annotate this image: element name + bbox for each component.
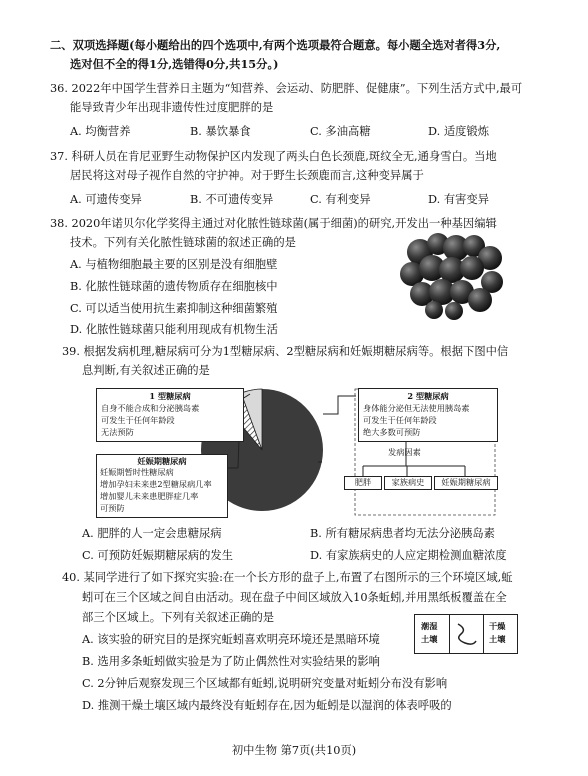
q39-option-c[interactable]: C. 可预防妊娠期糖尿病的发生 [82, 549, 233, 562]
q40-stem: 部三个区域上。下列有关叙述正确的是 [82, 611, 275, 624]
factor-obesity: 肥胖 [344, 476, 382, 490]
gestational-line: 可预防 [100, 503, 125, 513]
q36-stem: 36. 2022年中国学生营养日主题为“知营养、会运动、防肥胖、促健康”。下列生活方式中,最可 [50, 82, 523, 95]
q37-option-b[interactable]: B. 不可遗传变异 [190, 193, 274, 206]
gestational-diabetes-box [96, 454, 228, 518]
type1-diabetes-box [96, 388, 244, 442]
page-footer: 初中生物 第7页(共10页) [231, 744, 357, 757]
type1-line: 自身不能合成和分泌胰岛素 [101, 403, 200, 413]
q36-option-b[interactable]: B. 暴饮暴食 [190, 125, 251, 138]
q38-option-c[interactable]: C. 可以适当使用抗生素抑制这种细菌繁殖 [70, 302, 278, 315]
gestational-line: 妊娠期暂时性糖尿病 [100, 467, 174, 477]
q40-option-a[interactable]: A. 该实验的研究目的是探究蚯蚓喜欢明亮环境还是黑暗环境 [82, 633, 380, 646]
earthworm-icon [455, 621, 479, 647]
q37-stem: 37. 科研人员在肯尼亚野生动物保护区内发现了两头白色长颈鹿,斑纹全无,通身雪白。当地 [50, 150, 497, 163]
q38-option-b[interactable]: B. 化脓性链球菌的遗传物质存在细胞核中 [70, 280, 278, 293]
tray-moist-label: 土壤 [421, 634, 438, 644]
type2-title: 2 型糖尿病 [407, 391, 449, 401]
section-header-line2: 选对但不全的得1分,选错得0分,共15分。) [70, 57, 279, 71]
type2-line: 身体能分泌但无法使用胰岛素 [363, 403, 470, 413]
type1-line: 无法预防 [101, 427, 134, 437]
q39-stem: 息判断,有关叙述正确的是 [82, 364, 210, 377]
q36-stem: 能导致青少年出现非遗传性过度肥胖的是 [70, 101, 274, 114]
type1-line: 可发生于任何年龄段 [101, 415, 175, 425]
tray-divider [449, 615, 450, 653]
factor-family-history: 家族病史 [384, 476, 432, 490]
gestational-line: 增加婴儿未来患肥胖症几率 [100, 491, 199, 501]
type2-diabetes-box [358, 388, 498, 442]
q37-option-d[interactable]: D. 有害变异 [428, 193, 490, 206]
gestational-title: 妊娠期糖尿病 [137, 456, 187, 466]
tray-dry-label: 干燥 [489, 621, 506, 631]
q36-option-d[interactable]: D. 适度锻炼 [428, 125, 490, 138]
q40-stem: 蚓可在三个区域之间自由活动。现在盘子中间区域放入10条蚯蚓,并用黑纸板覆盖在全 [82, 591, 507, 604]
tray-dry-label: 土壤 [489, 634, 506, 644]
q36-option-c[interactable]: C. 多油高糖 [310, 125, 371, 138]
type2-line: 可发生于任何年龄段 [363, 415, 437, 425]
q39-option-a[interactable]: A. 肥胖的人一定会患糖尿病 [82, 527, 222, 540]
section-header-line1: 二、双项选择题(每小题给出的四个选项中,有两个选项最符合题意。每小题全选对者得3分, [50, 38, 501, 52]
q38-option-a[interactable]: A. 与植物细胞最主要的区别是没有细胞壁 [70, 258, 278, 271]
q40-option-c[interactable]: C. 2分钟后观察发现三个区域都有蚯蚓,说明研究变量对蚯蚓分布没有影响 [82, 677, 448, 690]
q37-option-c[interactable]: C. 有利变异 [310, 193, 371, 206]
q40-stem: 40. 某同学进行了如下探究实验:在一个长方形的盘子上,布置了右图所示的三个环境区域,蚯 [62, 571, 513, 584]
earthworm-tray [414, 614, 518, 654]
q38-stem: 技术。下列有关化脓性链球菌的叙述正确的是 [70, 236, 296, 249]
q37-stem: 居民将这对母子视作自然的守护神。对于野生长颈鹿而言,这种变异属于 [70, 169, 424, 182]
q37-option-a[interactable]: A. 可遗传变异 [70, 193, 142, 206]
q40-option-b[interactable]: B. 选用多条蚯蚓做实验是为了防止偶然性对实验结果的影响 [82, 655, 380, 668]
tray-divider [483, 615, 484, 653]
type1-title: 1 型糖尿病 [149, 391, 191, 401]
q39-stem: 39. 根据发病机理,糖尿病可分为1型糖尿病、2型糖尿病和妊娠期糖尿病等。根据下图中信 [62, 345, 509, 358]
q39-option-b[interactable]: B. 所有糖尿病患者均无法分泌胰岛素 [310, 527, 495, 540]
streptococcus-micrograph [398, 232, 506, 320]
q38-option-d[interactable]: D. 化脓性链球菌只能利用现成有机物生活 [70, 323, 278, 336]
gestational-line: 增加孕妇未来患2型糖尿病几率 [100, 479, 212, 489]
q40-option-d[interactable]: D. 推测干燥土壤区域内最终没有蚯蚓存在,因为蚯蚓是以湿润的体表呼吸的 [82, 699, 452, 712]
q39-option-d[interactable]: D. 有家族病史的人应定期检测血糖浓度 [310, 549, 507, 562]
risk-factors-label: 发病因素 [388, 447, 421, 457]
type2-line: 绝大多数可预防 [363, 427, 421, 437]
q36-option-a[interactable]: A. 均衡营养 [70, 125, 131, 138]
factor-gestational: 妊娠期糖尿病 [434, 476, 498, 490]
tray-moist-label: 潮湿 [421, 621, 438, 631]
q38-stem: 38. 2020年诺贝尔化学奖得主通过对化脓性链球菌(属于细菌)的研究,开发出一种基因编辑 [50, 217, 497, 230]
